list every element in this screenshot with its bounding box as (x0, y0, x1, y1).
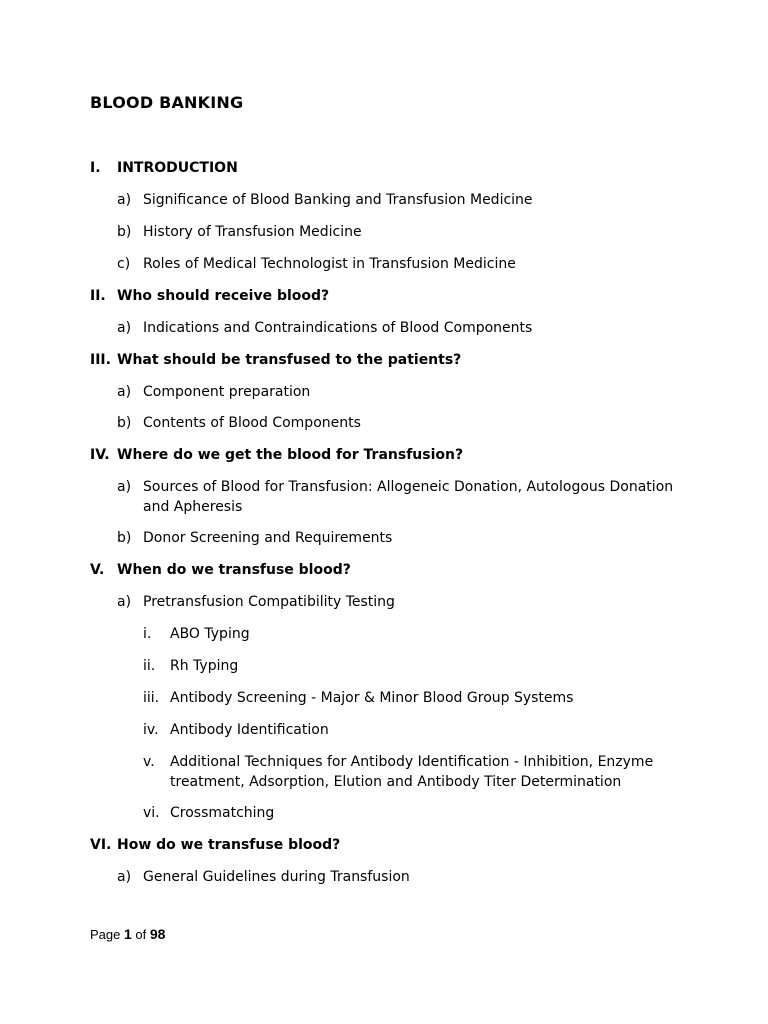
page-footer (90, 926, 165, 942)
document-title: BLOOD BANKING (90, 93, 244, 112)
item-text: Pretransfusion Compatibility Testing (143, 594, 395, 610)
item-letter: b) (117, 224, 132, 240)
page-total: 98 (149, 926, 166, 942)
section-number: II. (90, 288, 106, 304)
section-number: IV. (90, 447, 110, 463)
item-letter: a) (117, 594, 132, 610)
item-letter: b) (117, 530, 132, 546)
subitem-text: Antibody Screening - Major & Minor Blood Group Systems (170, 690, 574, 706)
section-heading: Who should receive blood? (117, 288, 330, 304)
subitem-numeral: v. (143, 754, 155, 770)
section-heading: What should be transfused to the patients? (117, 352, 462, 368)
section-number: VI. (90, 837, 112, 853)
section-heading: INTRODUCTION (117, 160, 238, 176)
item-letter: c) (117, 256, 131, 272)
item-text: Contents of Blood Components (143, 415, 361, 431)
subitem-text: Crossmatching (170, 805, 275, 821)
section-heading: Where do we get the blood for Transfusion? (117, 447, 464, 463)
item-text: Roles of Medical Technologist in Transfusion Medicine (143, 256, 516, 272)
section-number: V. (90, 562, 105, 578)
item-text: Donor Screening and Requirements (143, 530, 393, 546)
item-letter: a) (117, 869, 132, 885)
item-text: General Guidelines during Transfusion (143, 869, 410, 885)
section-number: III. (90, 352, 111, 368)
item-text: Significance of Blood Banking and Transfusion Medicine (143, 192, 533, 208)
subitem-numeral: vi. (143, 805, 160, 821)
subitem-numeral: iv. (143, 722, 159, 738)
item-text: Component preparation (143, 384, 311, 400)
subitem-text: ABO Typing (170, 626, 250, 642)
item-letter: a) (117, 192, 132, 208)
section-heading: How do we transfuse blood? (117, 837, 341, 853)
section-number: I. (90, 160, 101, 176)
page-label: Page (90, 927, 121, 942)
page-number: 1 (124, 926, 132, 942)
section-heading: When do we transfuse blood? (117, 562, 351, 578)
page-of-label: of (135, 927, 147, 942)
subitem-text: Antibody Identification (170, 722, 329, 738)
subitem-numeral: ii. (143, 658, 156, 674)
item-letter: b) (117, 415, 132, 431)
subitem-text: Rh Typing (170, 658, 239, 674)
subitem-text: Additional Techniques for Antibody Identification - Inhibition, Enzyme treatment, Adsorption, Elution and Antibody Titer Determination (170, 754, 654, 790)
item-letter: a) (117, 384, 132, 400)
item-letter: a) (117, 479, 132, 495)
item-letter: a) (117, 320, 132, 336)
subitem-numeral: iii. (143, 690, 160, 706)
item-text: Indications and Contraindications of Blood Components (143, 320, 533, 336)
item-text: Sources of Blood for Transfusion: Allogeneic Donation, Autologous Donation and Apheresis (143, 479, 674, 515)
item-text: History of Transfusion Medicine (143, 224, 362, 240)
subitem-numeral: i. (143, 626, 152, 642)
